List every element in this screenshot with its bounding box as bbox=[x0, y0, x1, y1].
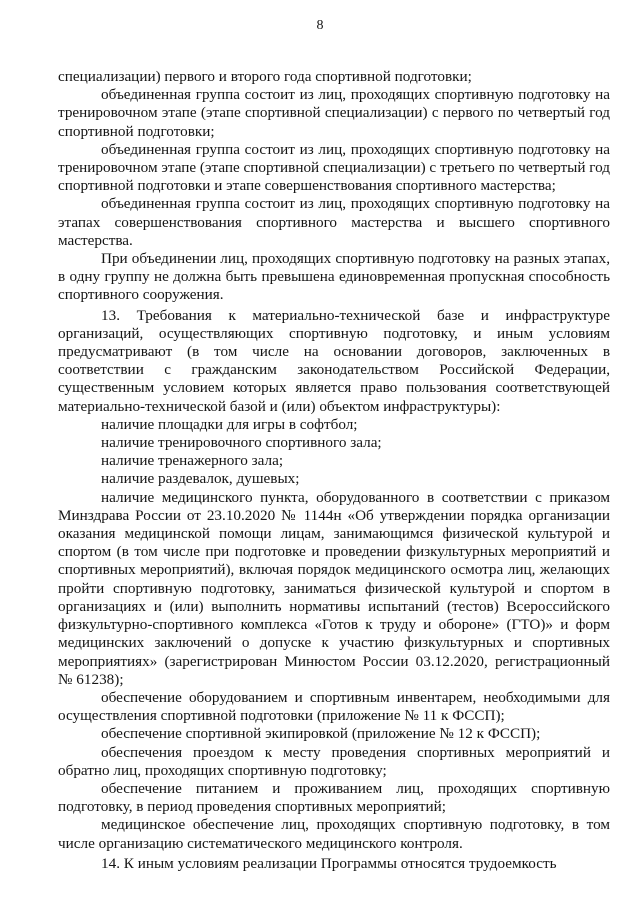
paragraph-3: объединенная группа состоит из лиц, проходящих спортивную подготовку на тренировочном этапе (этапе спортивной специализации) с третьего по четвертый год спортивной подготовки и этапе совершенствования спортивного мастерства; bbox=[58, 140, 610, 195]
list-item-equipment: обеспечение оборудованием и спортивным инвентарем, необходимыми для осуществления спортивной подготовки (приложение № 11 к ФССП); bbox=[58, 688, 610, 725]
list-item-travel: обеспечения проездом к месту проведения спортивных мероприятий и обратно лиц, проходящих спортивную подготовку; bbox=[58, 743, 610, 779]
paragraph-1: специализации) первого и второго года спортивной подготовки; bbox=[58, 68, 472, 85]
list-item-medical-support: медицинское обеспечение лиц, проходящих спортивную подготовку, в том числе организацию систематического медицинского контроля. bbox=[58, 816, 610, 852]
list-item-medical-point: наличие медицинского пункта, оборудованного в соответствии с приказом Минздрава России от 23.10.2020 № 1144н «Об утверждении порядка организации оказания медицинской помощи лицам, занимающимся физической культурой и спортом (в том числе при подготовке и проведении физкультурных мероприятий и спортивных мероприятий), включая порядок медицинского осмотра лиц, желающих пройти спортивную подготовку, заниматься физической культурой и спортом в организациях и (или) выполнить нормативы испытаний (тестов) Всероссийского физкультурно-спортивного комплекса «Готов к труду и обороне» (ГТО)» и форм медицинских заключений о допуске к участию физкультурных и спортивных мероприятиях» (зарегистрирован Минюстом России 03.12.2020, регистрационный № 61238); bbox=[58, 488, 610, 688]
paragraph-5: При объединении лиц, проходящих спортивную подготовку на разных этапах, в одну группу не должна быть превышена единовременная пропускная способность спортивного сооружения. bbox=[58, 250, 610, 304]
page-number: 8 bbox=[316, 18, 324, 33]
list-item-gym: наличие тренажерного зала; bbox=[101, 452, 284, 470]
list-item-locker-rooms: наличие раздевалок, душевых; bbox=[101, 470, 300, 488]
paragraph-6-requirements: 13. Требования к материально-технической базе и инфраструктуре организаций, осуществляющих спортивную подготовку, и иным условиям предусматривают (в том числе на основании договоров, заключенных в соответствии с гражданским законодательством Российской Федерации, существенным условием которых является право пользования соответствующей материально-технической базой и (или) объектом инфраструктуры): bbox=[58, 306, 610, 415]
list-item-softball-field: наличие площадки для игры в софтбол; bbox=[101, 415, 358, 433]
list-item-food-lodging: обеспечение питанием и проживанием лиц, проходящих спортивную подготовку, в период проведения спортивных мероприятий; bbox=[58, 779, 610, 816]
body-text bbox=[58, 68, 610, 873]
paragraph-2: объединенная группа состоит из лиц, проходящих спортивную подготовку на тренировочном этапе (этапе спортивной специализации) с первого по четвертый год спортивной подготовки; bbox=[58, 86, 610, 140]
list-item-training-hall: наличие тренировочного спортивного зала; bbox=[101, 434, 382, 452]
list-item-sports-gear: обеспечение спортивной экипировкой (приложение № 12 к ФССП); bbox=[101, 725, 541, 743]
paragraph-4: объединенная группа состоит из лиц, проходящих спортивную подготовку на этапах совершенствования спортивного мастерства и высшего спортивного мастерства. bbox=[58, 195, 610, 249]
paragraph-14-conditions: 14. К иным условиям реализации Программы относятся трудоемкость bbox=[101, 854, 557, 872]
